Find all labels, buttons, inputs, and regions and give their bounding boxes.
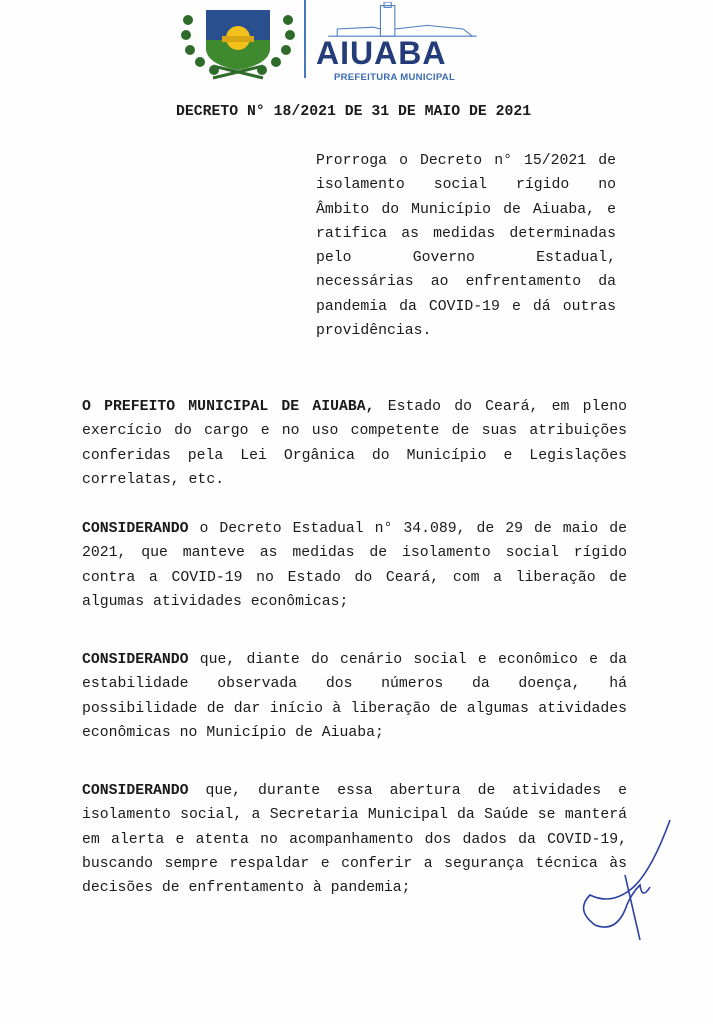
preamble-paragraph xyxy=(82,395,627,492)
paragraph-lead: CONSIDERANDO xyxy=(82,521,189,537)
paragraph-text: Estado do Ceará, em pleno exercício do cargo e no uso competente de suas atribuições conferidas pela Lei Orgânica do Município e Legislações correlatas, etc. xyxy=(82,399,627,488)
logo-subtitle: PREFEITURA MUNICIPAL xyxy=(334,72,456,83)
logo-divider xyxy=(304,0,306,78)
paragraph-lead: CONSIDERANDO xyxy=(82,783,189,799)
considering-paragraph xyxy=(82,779,627,900)
paragraph-text: que, diante do cenário social e econômico e da estabilidade observada dos números da doença, há possibilidade de dar início à liberação de algumas atividades econômicas no Município de Aiuaba; xyxy=(82,652,627,741)
municipal-crest-logo xyxy=(178,0,298,80)
considering-paragraph xyxy=(82,648,627,745)
decree-summary: Prorroga o Decreto n° 15/2021 de isolamento social rígido no Âmbito do Município de Aiuaba, e ratifica as medidas determinadas pelo Governo Estadual, necessárias ao enfrentamento da pandemia da COVID-19 e dá outras providências. xyxy=(316,153,616,340)
paragraph-text: o Decreto Estadual n° 34.089, de 29 de maio de 2021, que manteve as medidas de isolamento social rígido contra a COVID-19 no Estado do Ceará, com a liberação de algumas atividades econômicas; xyxy=(82,521,627,610)
paragraph-lead: CONSIDERANDO xyxy=(82,652,189,668)
decree-title: DECRETO N° 18/2021 DE 31 DE MAIO DE 2021 xyxy=(176,104,532,120)
town-skyline-illustration xyxy=(320,2,485,38)
paragraph-text: que, durante essa abertura de atividades e isolamento social, a Secretaria Municipal da Saúde se manterá em alerta e atenta no acompanhamento dos dados da COVID-19, buscando sempre respaldar e conferir a segurança técnica às decisões de enfrentamento à pandemia; xyxy=(82,783,627,897)
handwritten-signature xyxy=(570,815,680,945)
logo-title: AIUABA xyxy=(316,35,447,71)
paragraph-lead: O PREFEITO MUNICIPAL DE AIUABA, xyxy=(82,399,375,415)
considering-paragraph xyxy=(82,517,627,614)
